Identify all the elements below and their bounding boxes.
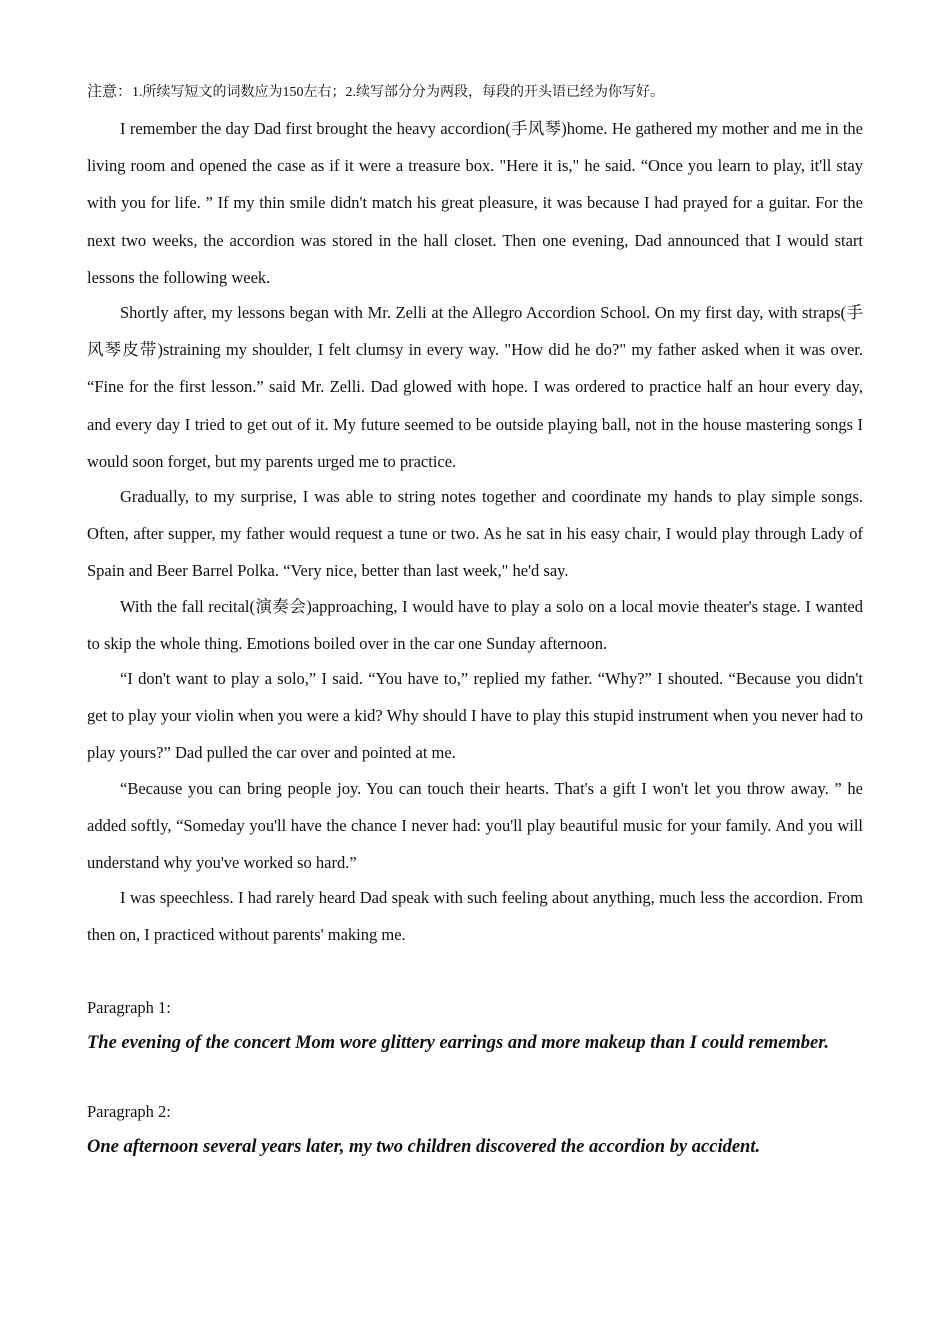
instruction-note	[87, 78, 863, 107]
paragraph-1-label: Paragraph 1:	[87, 997, 171, 1017]
story-paragraph-4: With the fall recital(演奏会)approaching, I would have to play a solo on a local movie theater's stage. I wanted to skip the whole thing. Emotions boiled over in the car one Sunday afternoon.	[87, 596, 863, 653]
continuation-section	[87, 996, 863, 1160]
note-text: 1.所续写短文的词数应为150左右；2.续写部分分为两段，每段的开头语已经为你写好。	[132, 85, 665, 100]
paragraph-2-label: Paragraph 2:	[87, 1101, 171, 1121]
story-body	[87, 110, 863, 954]
story-paragraph-7: I was speechless. I had rarely heard Dad speak with such feeling about anything, much less the accordion. From then on, I practiced without parents' making me.	[87, 888, 863, 945]
story-paragraph-1: I remember the day Dad first brought the heavy accordion(手风琴)home. He gathered my mother and me in the living room and opened the case as if it were a treasure box. "Here it is," he said. “Once you learn to play, it'll stay with you for life. ” If my thin smile didn't match his great pleasure, it was because I had prayed for a guitar. For the next two weeks, the accordion was stored in the hall closet. Then one evening, Dad announced that I would start lessons the following week.	[87, 119, 863, 287]
story-paragraph-5: “I don't want to play a solo,” I said. “You have to,” replied my father. “Why?” I shouted. “Because you didn't get to play your violin when you were a kid? Why should I have to play this stupid instrument when you never had to play yours?” Dad pulled the car over and pointed at me.	[87, 669, 863, 763]
story-paragraph-2: Shortly after, my lessons began with Mr. Zelli at the Allegro Accordion School. On my first day, with straps(手风琴皮带)straining my shoulder, I felt clumsy in every way. "How did he do?" my father asked when it was over. “Fine for the first lesson.” said Mr. Zelli. Dad glowed with hope. I was ordered to practice half an hour every day, and every day I tried to get out of it. My future seemed to be outside playing ball, not in the house mastering songs I would soon forget, but my parents urged me to practice.	[87, 303, 863, 471]
story-paragraph-3: Gradually, to my surprise, I was able to string notes together and coordinate my hands to play simple songs. Often, after supper, my father would request a tune or two. As he sat in his easy chair, I would play through Lady of Spain and Beer Barrel Polka. “Very nice, better than last week," he'd say.	[87, 487, 863, 581]
story-paragraph-6: “Because you can bring people joy. You can touch their hearts. That's a gift I won't let you throw away. ” he added softly, “Someday you'll have the chance I never had: you'll play beautiful music for your family. And you will understand why you've worked so hard.”	[87, 778, 863, 873]
paragraph-2-opening: One afternoon several years later, my two children discovered the accordion by accident.	[87, 1136, 761, 1157]
document-page	[87, 78, 863, 1160]
paragraph-1-opening: The evening of the concert Mom wore glittery earrings and more makeup than I could remember.	[87, 1032, 830, 1053]
note-label: 注意：	[87, 84, 133, 100]
